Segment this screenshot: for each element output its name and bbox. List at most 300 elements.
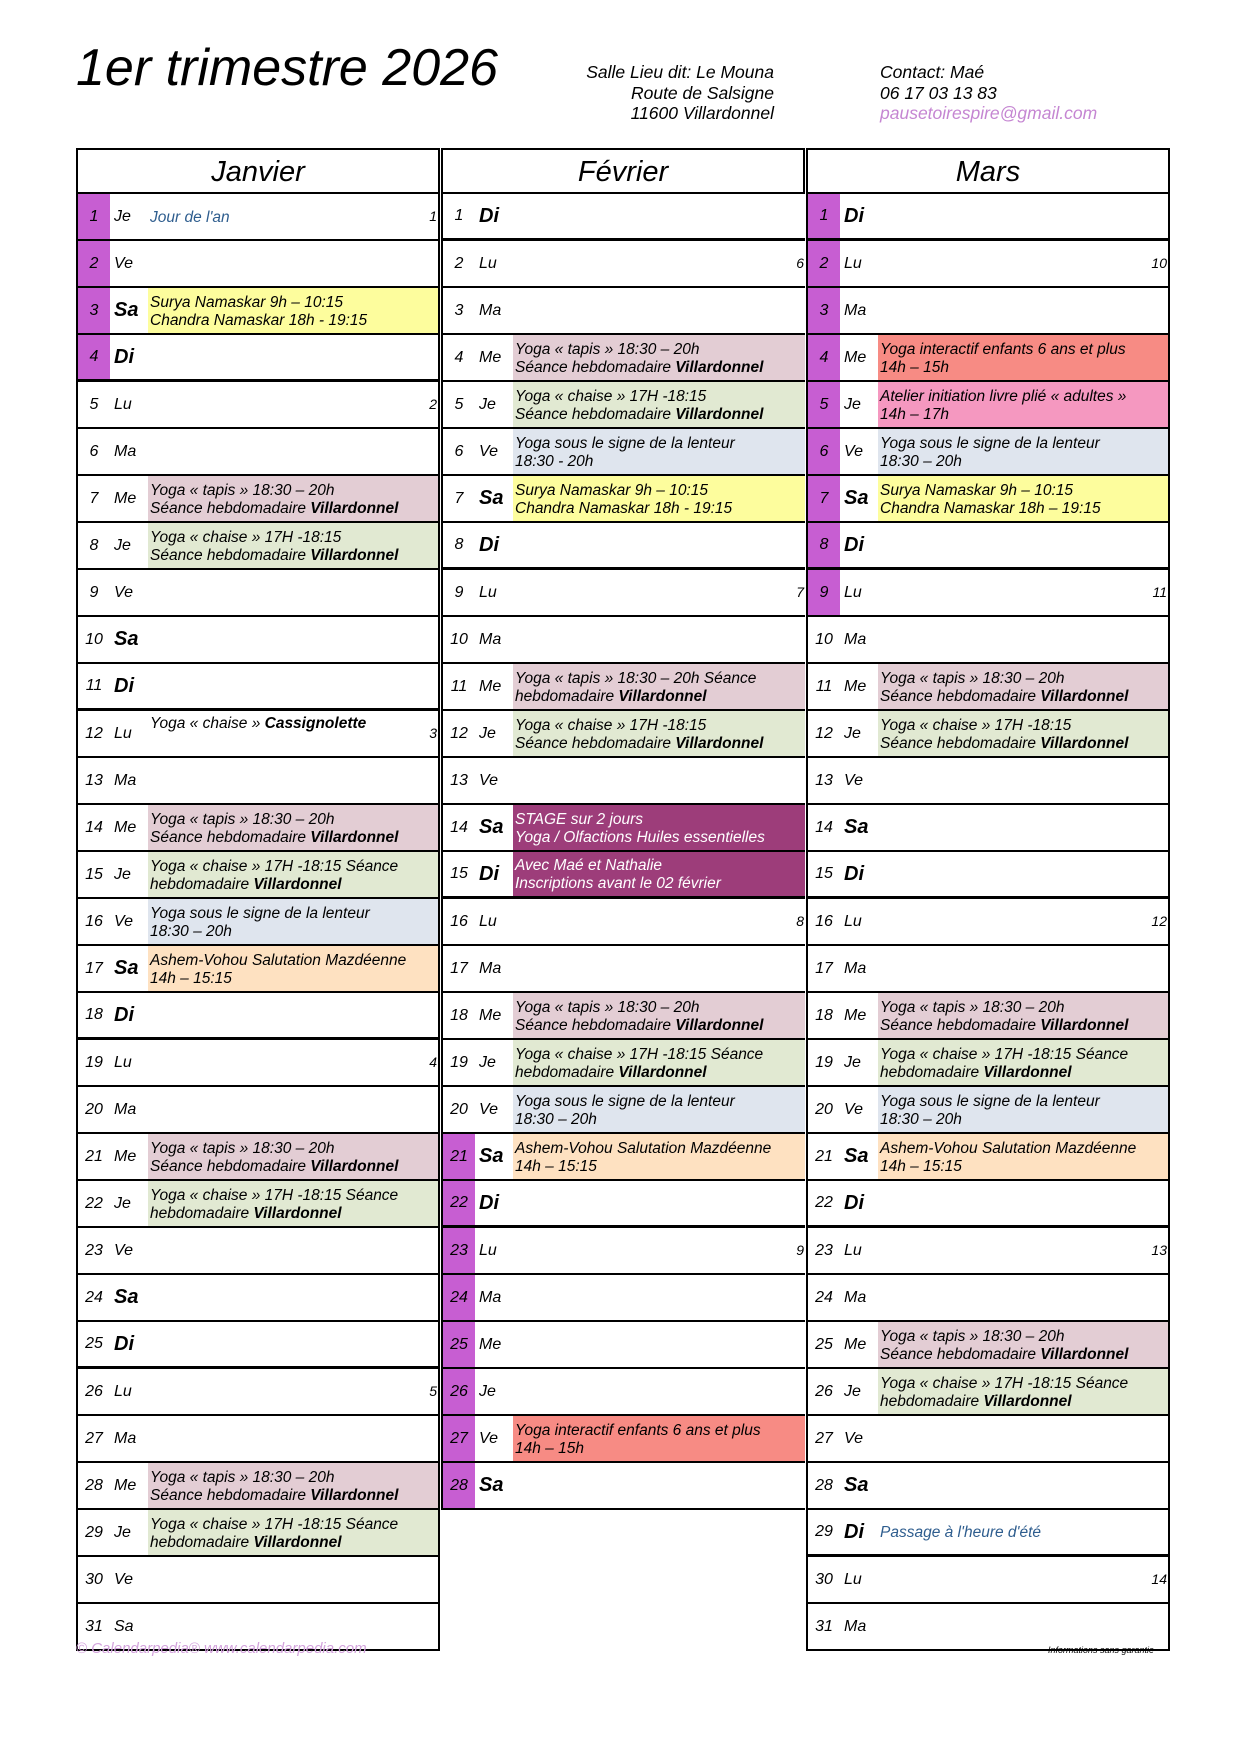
event-line bbox=[515, 999, 803, 1017]
day-of-week: Ve bbox=[479, 442, 498, 460]
day-event bbox=[878, 1604, 1168, 1649]
event-text: STAGE sur 2 jours bbox=[515, 810, 644, 828]
day-number: 29 bbox=[815, 1523, 833, 1540]
day-number: 13 bbox=[815, 771, 833, 789]
day-number: 5 bbox=[454, 395, 464, 413]
day-number: 2 bbox=[808, 241, 840, 286]
event-line bbox=[880, 1093, 1166, 1111]
day-row bbox=[808, 993, 1168, 1040]
event-text: 14h – 15h bbox=[515, 1439, 584, 1457]
day-number: 10 bbox=[85, 630, 103, 648]
event-text: Avec Maé et Nathalie bbox=[515, 857, 663, 874]
day-event bbox=[878, 711, 1168, 756]
day-row bbox=[808, 1416, 1168, 1463]
day-number: 18 bbox=[815, 1006, 833, 1024]
event-line bbox=[150, 952, 436, 970]
event-text: Surya Namaskar 9h – 10:15 bbox=[880, 481, 1073, 499]
day-event bbox=[513, 523, 805, 567]
day-of-week: Ma bbox=[479, 630, 502, 648]
day-of-week: Me bbox=[844, 1335, 867, 1353]
day-number: 23 bbox=[443, 1228, 475, 1273]
day-row bbox=[78, 570, 438, 617]
event-text: 14h – 15h bbox=[880, 358, 949, 376]
event-line bbox=[515, 1140, 803, 1158]
day-row bbox=[78, 1322, 438, 1369]
event-location: Villardonnel bbox=[675, 1016, 764, 1034]
event-line bbox=[880, 406, 1166, 424]
day-row bbox=[443, 1369, 805, 1416]
day-list bbox=[76, 194, 440, 1651]
day-event bbox=[148, 1134, 438, 1179]
event-line bbox=[515, 388, 803, 406]
day-event bbox=[878, 570, 1168, 615]
day-row bbox=[78, 711, 438, 758]
day-of-week: Ve bbox=[844, 771, 863, 789]
day-number: 30 bbox=[815, 1570, 833, 1588]
event-line bbox=[880, 1158, 1166, 1176]
week-number: 11 bbox=[1152, 584, 1167, 600]
event-line bbox=[150, 1140, 436, 1158]
day-of-week: Je bbox=[114, 1523, 131, 1541]
event-line bbox=[515, 717, 803, 735]
day-event bbox=[878, 1557, 1168, 1602]
month-header: Février bbox=[441, 148, 805, 194]
event-line bbox=[515, 435, 803, 453]
event-location: Villardonnel bbox=[618, 1063, 707, 1081]
day-row bbox=[443, 194, 805, 241]
venue-address bbox=[560, 62, 774, 124]
event-line bbox=[515, 341, 803, 359]
event-text: 14h – 17h bbox=[880, 405, 949, 423]
day-row bbox=[808, 1040, 1168, 1087]
event-text: Yoga « chaise » 17H -18:15 bbox=[880, 716, 1072, 734]
day-event bbox=[513, 617, 805, 662]
event-text: Ashem-Vohou Salutation Mazdéenne bbox=[515, 1139, 772, 1157]
day-of-week: Di bbox=[844, 1191, 864, 1214]
day-of-week: Lu bbox=[114, 395, 132, 413]
day-number: 19 bbox=[815, 1053, 833, 1071]
event-line bbox=[150, 312, 436, 330]
day-of-week: Ve bbox=[844, 1429, 863, 1447]
day-of-week: Di bbox=[114, 1332, 134, 1355]
event-text: hebdomadaire bbox=[880, 1392, 984, 1410]
event-line bbox=[515, 1017, 803, 1035]
day-number: 17 bbox=[85, 959, 103, 977]
day-number: 21 bbox=[815, 1147, 833, 1165]
day-event bbox=[148, 523, 438, 568]
day-row bbox=[808, 711, 1168, 758]
event-location: Villardonnel bbox=[1040, 1016, 1129, 1034]
day-event bbox=[148, 288, 438, 333]
day-event bbox=[148, 899, 438, 944]
event-location: Villardonnel bbox=[310, 1486, 399, 1504]
day-event bbox=[148, 993, 438, 1037]
day-of-week: Lu bbox=[114, 1382, 132, 1400]
event-line bbox=[150, 905, 436, 923]
event-text: Yoga « chaise » 17H -18:15 bbox=[515, 387, 707, 405]
day-of-week: Ve bbox=[844, 1100, 863, 1118]
event-line bbox=[880, 1064, 1166, 1082]
day-row bbox=[78, 1557, 438, 1604]
day-row bbox=[808, 1510, 1168, 1557]
day-row bbox=[808, 335, 1168, 382]
event-line bbox=[515, 482, 803, 500]
day-row bbox=[78, 1510, 438, 1557]
day-row bbox=[78, 758, 438, 805]
event-text: Yoga « chaise » 17H -18:15 Séance bbox=[880, 1374, 1129, 1392]
day-event bbox=[148, 1087, 438, 1132]
day-number: 8 bbox=[808, 523, 840, 567]
day-of-week: Me bbox=[114, 1147, 137, 1165]
day-row bbox=[78, 1134, 438, 1181]
day-row bbox=[808, 946, 1168, 993]
day-of-week: Ve bbox=[114, 912, 133, 930]
day-of-week: Ve bbox=[479, 771, 498, 789]
event-text: Yoga « tapis » 18:30 – 20h bbox=[150, 481, 335, 499]
day-number: 14 bbox=[815, 818, 833, 836]
month-header: Janvier bbox=[76, 148, 440, 194]
day-row bbox=[78, 805, 438, 852]
event-line bbox=[150, 1205, 436, 1223]
day-number: 17 bbox=[815, 959, 833, 977]
event-text: Yoga sous le signe de la lenteur bbox=[515, 1092, 735, 1110]
event-line bbox=[515, 670, 803, 688]
event-text: Surya Namaskar 9h – 10:15 bbox=[150, 293, 343, 311]
day-row bbox=[443, 523, 805, 570]
event-text: hebdomadaire bbox=[150, 1204, 254, 1222]
day-number: 22 bbox=[815, 1194, 833, 1211]
day-row bbox=[808, 429, 1168, 476]
event-line bbox=[515, 1046, 803, 1064]
day-of-week: Je bbox=[479, 724, 496, 742]
day-row bbox=[808, 382, 1168, 429]
day-of-week: Me bbox=[844, 348, 867, 366]
day-of-week: Di bbox=[479, 204, 499, 227]
day-event bbox=[148, 476, 438, 521]
day-row bbox=[808, 241, 1168, 288]
day-number: 3 bbox=[78, 288, 110, 333]
day-of-week: Me bbox=[844, 677, 867, 695]
day-number: 25 bbox=[815, 1335, 833, 1353]
event-text: Séance hebdomadaire bbox=[515, 734, 676, 752]
event-location: Villardonnel bbox=[1040, 687, 1129, 705]
day-of-week: Lu bbox=[844, 1241, 862, 1259]
event-line bbox=[880, 500, 1166, 518]
day-row bbox=[443, 1181, 805, 1228]
day-of-week: Ma bbox=[479, 1288, 502, 1306]
day-row bbox=[443, 476, 805, 523]
day-number: 13 bbox=[85, 771, 103, 789]
day-row bbox=[808, 1181, 1168, 1228]
day-of-week: Ma bbox=[844, 630, 867, 648]
event-text: 18:30 – 20h bbox=[880, 452, 962, 470]
day-number: 1 bbox=[808, 194, 840, 238]
day-of-week: Di bbox=[114, 345, 134, 368]
day-of-week: Ve bbox=[114, 1570, 133, 1588]
day-number: 6 bbox=[89, 442, 99, 460]
event-text: Yoga « chaise » 17H -18:15 Séance bbox=[515, 1045, 764, 1063]
event-location: Villardonnel bbox=[253, 1204, 342, 1222]
event-text: Chandra Namaskar 18h - 19:15 bbox=[150, 311, 368, 329]
event-text: Ashem-Vohou Salutation Mazdéenne bbox=[150, 951, 407, 969]
day-event bbox=[878, 1134, 1168, 1179]
day-number: 27 bbox=[443, 1416, 475, 1461]
day-row bbox=[808, 1604, 1168, 1651]
day-number: 10 bbox=[450, 630, 468, 648]
day-of-week: Lu bbox=[479, 254, 497, 272]
event-line bbox=[880, 388, 1166, 406]
contact-email-link[interactable]: pausetoirespire@gmail.com bbox=[880, 103, 1098, 123]
day-row bbox=[808, 617, 1168, 664]
event-line bbox=[880, 435, 1166, 453]
day-number: 4 bbox=[808, 335, 840, 380]
day-event bbox=[148, 1228, 438, 1273]
day-event bbox=[513, 335, 805, 380]
day-event bbox=[148, 241, 438, 286]
day-number: 28 bbox=[85, 1476, 103, 1494]
event-location: Villardonnel bbox=[253, 1533, 342, 1551]
day-row bbox=[808, 288, 1168, 335]
event-line bbox=[150, 858, 436, 876]
day-of-week: Di bbox=[479, 1191, 499, 1214]
event-text: Séance hebdomadaire bbox=[150, 1486, 311, 1504]
day-of-week: Ma bbox=[479, 959, 502, 977]
day-event bbox=[513, 758, 805, 803]
day-of-week: Lu bbox=[479, 912, 497, 930]
week-number: 8 bbox=[796, 913, 804, 929]
event-text: hebdomadaire bbox=[150, 875, 254, 893]
day-of-week: Di bbox=[114, 1003, 134, 1026]
day-row bbox=[78, 617, 438, 664]
day-number: 22 bbox=[85, 1194, 103, 1212]
day-of-week: Lu bbox=[844, 912, 862, 930]
day-row bbox=[808, 758, 1168, 805]
day-event bbox=[878, 194, 1168, 238]
event-text: Yoga « tapis » 18:30 – 20h bbox=[515, 340, 700, 358]
day-number: 2 bbox=[454, 254, 464, 272]
address-line: 11600 Villardonnel bbox=[630, 103, 774, 123]
event-text: hebdomadaire bbox=[515, 1063, 619, 1081]
day-number: 4 bbox=[454, 348, 464, 366]
day-number: 10 bbox=[815, 630, 833, 648]
event-line bbox=[150, 1469, 436, 1487]
event-text: Yoga sous le signe de la lenteur bbox=[880, 434, 1100, 452]
day-number: 7 bbox=[808, 476, 840, 521]
day-number: 7 bbox=[454, 489, 464, 507]
event-text: hebdomadaire bbox=[880, 1063, 984, 1081]
day-event bbox=[878, 1369, 1168, 1414]
day-number: 24 bbox=[815, 1288, 833, 1306]
day-number: 26 bbox=[443, 1369, 475, 1414]
day-event bbox=[878, 523, 1168, 567]
day-event bbox=[513, 1228, 805, 1273]
day-event bbox=[878, 1228, 1168, 1273]
day-of-week: Me bbox=[114, 818, 137, 836]
event-text: Yoga sous le signe de la lenteur bbox=[150, 904, 370, 922]
event-text: Séance hebdomadaire bbox=[880, 1016, 1041, 1034]
day-number: 12 bbox=[815, 724, 833, 742]
event-text: Inscriptions avant le 02 février bbox=[515, 875, 721, 892]
day-row bbox=[78, 993, 438, 1040]
event-line bbox=[515, 875, 803, 893]
day-event bbox=[513, 1134, 805, 1179]
week-number: 7 bbox=[796, 584, 804, 600]
event-text: hebdomadaire bbox=[150, 1533, 254, 1551]
day-number: 4 bbox=[78, 335, 110, 379]
day-of-week: Me bbox=[844, 1006, 867, 1024]
day-row bbox=[808, 1275, 1168, 1322]
day-row bbox=[443, 429, 805, 476]
day-event bbox=[513, 288, 805, 333]
event-text: 18:30 – 20h bbox=[880, 1110, 962, 1128]
day-number: 2 bbox=[78, 241, 110, 286]
event-location: Villardonnel bbox=[310, 546, 399, 564]
event-text: Séance hebdomadaire bbox=[515, 1016, 676, 1034]
day-event bbox=[878, 617, 1168, 662]
event-text: Yoga « chaise » 17H -18:15 Séance bbox=[150, 857, 399, 875]
day-row bbox=[78, 1040, 438, 1087]
day-of-week: Ma bbox=[844, 959, 867, 977]
event-line bbox=[515, 406, 803, 424]
day-row bbox=[808, 476, 1168, 523]
day-of-week: Je bbox=[479, 395, 496, 413]
event-text: Séance hebdomadaire bbox=[880, 687, 1041, 705]
day-number: 30 bbox=[85, 1570, 103, 1588]
week-number: 12 bbox=[1151, 913, 1167, 929]
event-line bbox=[880, 1346, 1166, 1364]
event-text: Yoga interactif enfants 6 ans et plus bbox=[880, 340, 1126, 358]
event-line bbox=[880, 1393, 1166, 1411]
day-row bbox=[808, 852, 1168, 899]
event-line bbox=[880, 1140, 1166, 1158]
event-text: Yoga « tapis » 18:30 – 20h bbox=[880, 1327, 1065, 1345]
event-line bbox=[515, 735, 803, 753]
day-number: 1 bbox=[78, 194, 110, 239]
day-event bbox=[513, 476, 805, 521]
day-row bbox=[808, 664, 1168, 711]
event-text: Yoga « chaise » 17H -18:15 bbox=[150, 528, 342, 546]
day-of-week: Ma bbox=[114, 771, 137, 789]
day-event bbox=[513, 805, 805, 850]
day-event bbox=[513, 1087, 805, 1132]
week-number: 13 bbox=[1151, 1242, 1167, 1258]
day-of-week: Ma bbox=[114, 442, 137, 460]
day-event bbox=[878, 241, 1168, 286]
day-number: 20 bbox=[85, 1100, 103, 1118]
day-event bbox=[878, 1463, 1168, 1508]
day-list bbox=[441, 194, 805, 1510]
day-event bbox=[878, 1040, 1168, 1085]
day-number: 3 bbox=[454, 301, 464, 319]
day-row bbox=[443, 805, 805, 852]
event-line bbox=[880, 1111, 1166, 1129]
day-of-week: Sa bbox=[844, 1474, 869, 1496]
copyright-link[interactable]: © Calendarpedia® www.calendarpedia.com bbox=[76, 1640, 367, 1657]
day-row bbox=[443, 288, 805, 335]
day-number: 3 bbox=[808, 288, 840, 333]
day-number: 11 bbox=[450, 677, 468, 695]
day-number: 24 bbox=[443, 1275, 475, 1320]
day-of-week: Ma bbox=[844, 1288, 867, 1306]
event-line bbox=[880, 1046, 1166, 1064]
week-number: 1 bbox=[429, 208, 437, 224]
day-of-week: Me bbox=[479, 348, 502, 366]
day-event bbox=[513, 1416, 805, 1461]
day-event bbox=[513, 711, 805, 756]
day-event bbox=[513, 899, 805, 944]
day-event bbox=[148, 194, 438, 239]
event-location: Villardonnel bbox=[675, 358, 764, 376]
day-event bbox=[148, 1275, 438, 1320]
event-location: Villardonnel bbox=[675, 405, 764, 423]
day-of-week: Ma bbox=[479, 301, 502, 319]
day-of-week: Lu bbox=[114, 1053, 132, 1071]
event-text: Yoga « tapis » 18:30 – 20h bbox=[150, 1468, 335, 1486]
disclaimer: Informations sans garantie bbox=[1047, 1645, 1154, 1655]
day-of-week: Sa bbox=[114, 957, 139, 979]
event-location: Villardonnel bbox=[310, 828, 399, 846]
event-location: Villardonnel bbox=[310, 1157, 399, 1175]
event-location: Cassignolette bbox=[264, 715, 367, 732]
day-of-week: Je bbox=[479, 1053, 496, 1071]
quarter-calendar bbox=[76, 148, 1170, 1651]
address-line: Salle Lieu dit: Le Mouna bbox=[586, 62, 774, 82]
event-text: 14h – 15:15 bbox=[515, 1157, 597, 1175]
day-list bbox=[806, 194, 1170, 1651]
day-of-week: Je bbox=[844, 724, 861, 742]
day-event bbox=[878, 335, 1168, 380]
event-line bbox=[150, 811, 436, 829]
day-number: 19 bbox=[85, 1053, 103, 1071]
day-event bbox=[878, 946, 1168, 991]
day-row bbox=[78, 476, 438, 523]
event-line bbox=[515, 453, 803, 471]
day-event bbox=[878, 805, 1168, 850]
day-event bbox=[148, 1322, 438, 1366]
day-row bbox=[78, 1181, 438, 1228]
day-of-week: Sa bbox=[114, 299, 139, 321]
day-event bbox=[148, 429, 438, 474]
day-of-week: Me bbox=[114, 1476, 137, 1494]
day-number: 9 bbox=[454, 583, 464, 601]
event-line bbox=[880, 999, 1166, 1017]
day-of-week: Lu bbox=[844, 1570, 862, 1588]
day-row bbox=[78, 946, 438, 993]
day-of-week: Di bbox=[479, 533, 499, 556]
day-number: 31 bbox=[815, 1617, 833, 1635]
day-row bbox=[78, 852, 438, 899]
event-location: Villardonnel bbox=[983, 1063, 1072, 1081]
event-line bbox=[150, 1516, 436, 1534]
event-location: Villardonnel bbox=[675, 734, 764, 752]
event-line bbox=[880, 1375, 1166, 1393]
week-number: 10 bbox=[1151, 255, 1167, 271]
day-of-week: Ve bbox=[114, 583, 133, 601]
day-number: 16 bbox=[85, 912, 103, 930]
day-row bbox=[78, 382, 438, 429]
day-row bbox=[78, 1416, 438, 1463]
event-line bbox=[880, 453, 1166, 471]
day-number: 18 bbox=[85, 1006, 103, 1023]
day-number: 23 bbox=[815, 1241, 833, 1259]
day-event bbox=[148, 805, 438, 850]
event-line bbox=[150, 876, 436, 894]
day-row bbox=[443, 1228, 805, 1275]
day-row bbox=[808, 1228, 1168, 1275]
event-text: Yoga « chaise » 17H -18:15 Séance bbox=[880, 1045, 1129, 1063]
day-event bbox=[148, 1181, 438, 1226]
day-event bbox=[878, 429, 1168, 474]
